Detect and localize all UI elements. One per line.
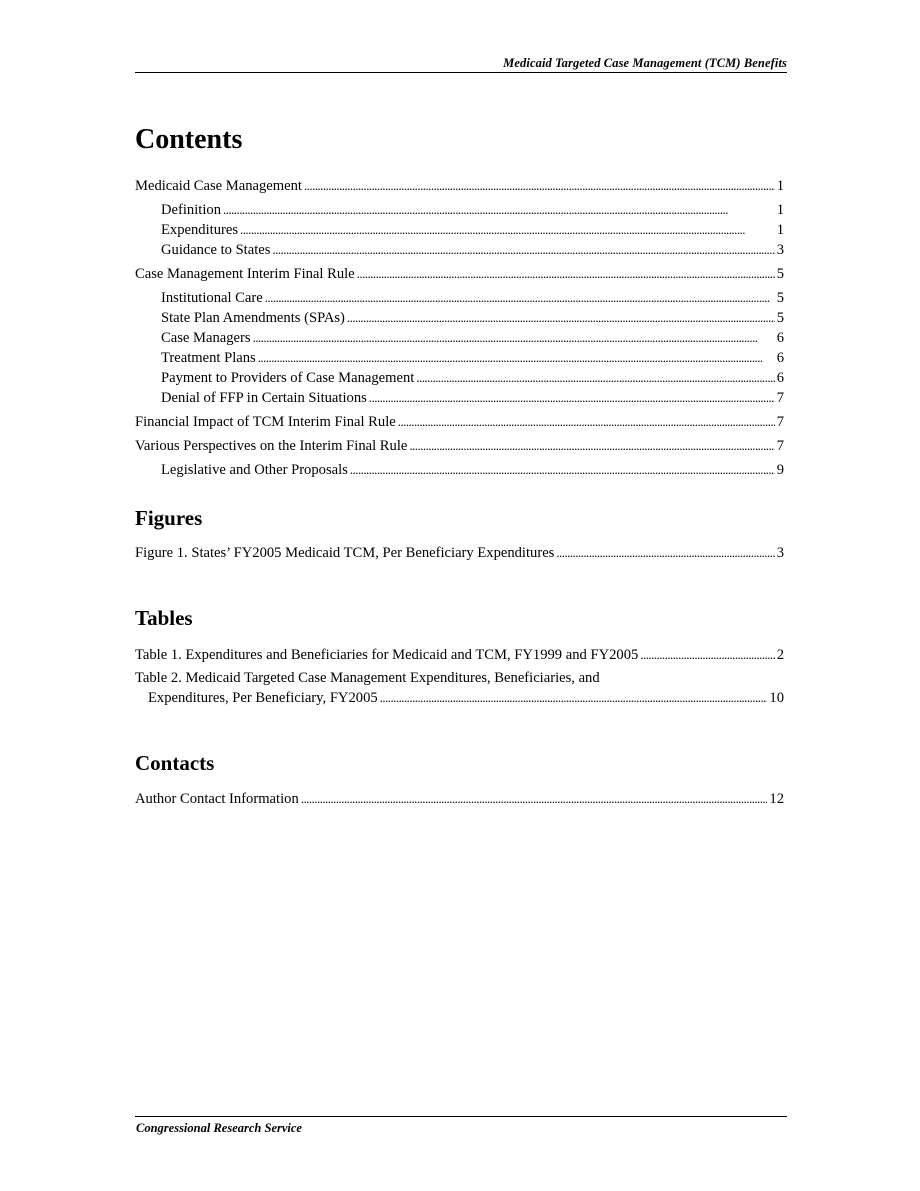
toc-entry[interactable]: State Plan Amendments (SPAs) . . . 5 xyxy=(135,308,784,328)
running-header: Medicaid Targeted Case Management (TCM) Benefits xyxy=(503,56,787,70)
toc-entry[interactable]: Table 2. Medicaid Targeted Case Management Expenditures, Beneficiaries, and Expenditures, Per Beneficiary, FY2005 . . . 10 xyxy=(135,669,784,708)
toc-entry[interactable]: Expenditures . . . 1 xyxy=(135,220,784,240)
running-footer: Congressional Research Service xyxy=(136,1121,302,1135)
toc-entry[interactable]: Financial Impact of TCM Interim Final Rule . . . 7 xyxy=(135,412,784,432)
toc-entry[interactable]: Table 1. Expenditures and Beneficiaries for Medicaid and TCM, FY1999 and FY2005 . . . 2 xyxy=(135,645,784,665)
toc-entry[interactable]: Legislative and Other Proposals . . . 9 xyxy=(135,460,784,480)
figures-list xyxy=(135,543,784,563)
toc-entry[interactable]: Institutional Care . . . 5 xyxy=(135,288,784,308)
contacts-list xyxy=(135,789,784,809)
toc-entry[interactable]: Figure 1. States’ FY2005 Medicaid TCM, Per Beneficiary Expenditures . . . 3 xyxy=(135,543,784,563)
toc-entry[interactable]: Definition . . . 1 xyxy=(135,200,784,220)
toc-entry[interactable]: Case Managers . . . 6 xyxy=(135,328,784,348)
toc-entry[interactable]: Payment to Providers of Case Management . . . 6 xyxy=(135,368,784,388)
tables-heading: Tables xyxy=(135,606,193,630)
toc-entry[interactable]: Denial of FFP in Certain Situations . . . 7 xyxy=(135,388,784,408)
tables-list xyxy=(135,645,784,708)
toc-entry[interactable]: Treatment Plans . . . 6 xyxy=(135,348,784,368)
figures-heading: Figures xyxy=(135,506,203,530)
contents-list xyxy=(135,176,784,480)
contents-heading: Contents xyxy=(135,124,243,155)
toc-entry[interactable]: Author Contact Information . . . 12 xyxy=(135,789,784,809)
contacts-heading: Contacts xyxy=(135,751,215,775)
toc-entry[interactable]: Guidance to States . . . 3 xyxy=(135,240,784,260)
toc-entry[interactable]: Various Perspectives on the Interim Final Rule . . . 7 xyxy=(135,436,784,456)
header-rule xyxy=(135,72,787,73)
toc-entry[interactable]: Medicaid Case Management . . . 1 xyxy=(135,176,784,196)
footer-rule xyxy=(135,1116,787,1117)
toc-entry[interactable]: Case Management Interim Final Rule . . . 5 xyxy=(135,264,784,284)
